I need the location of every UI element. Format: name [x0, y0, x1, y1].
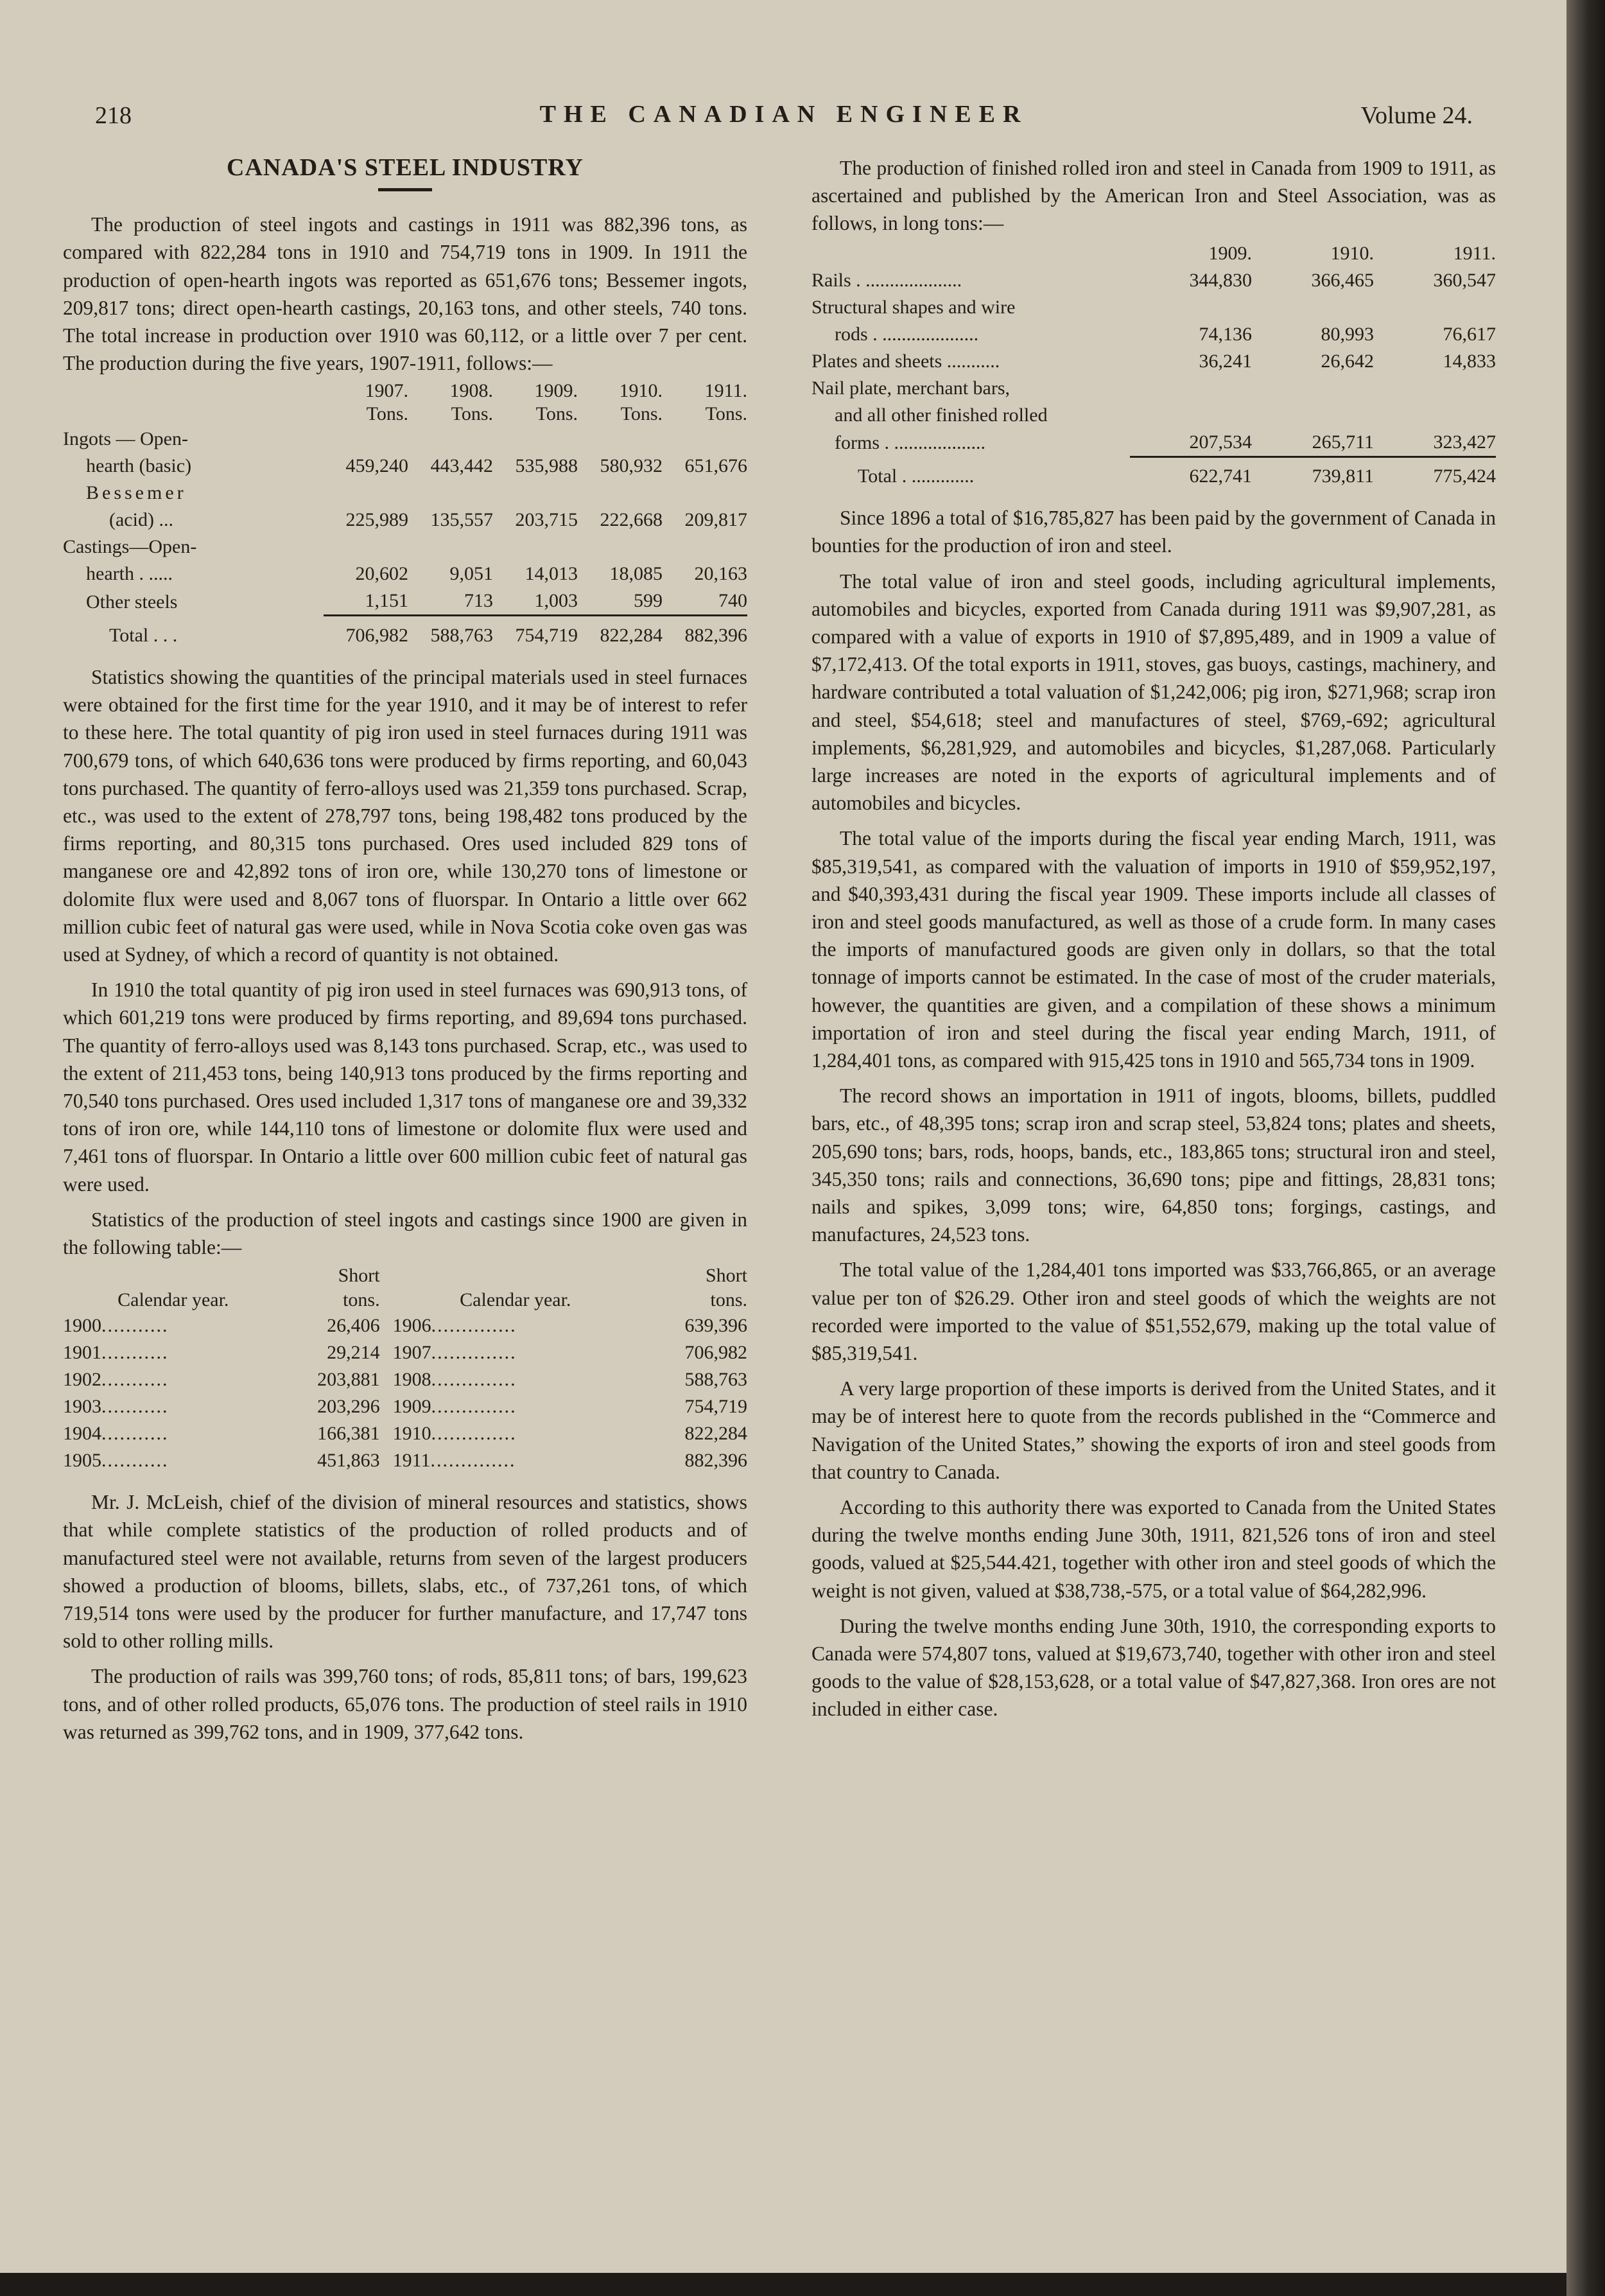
column-unit: Tons.: [535, 403, 578, 425]
table-cell: 822,284: [578, 616, 663, 649]
row-label: rods . ....................: [835, 323, 979, 345]
table-cell: 754,719: [684, 1396, 747, 1418]
table-header-row: [63, 1264, 747, 1288]
table-cell: 1,003: [534, 590, 578, 612]
paragraph: The total value of the 1,284,401 tons imported was $33,766,865, or an average value per ton of $26.29. Other iron and steel goods of which the weights are not recorded were imported to the value of $51,552,679, making up the total value of $85,319,541.: [811, 1258, 1496, 1364]
volume-label: Volume 24.: [1360, 102, 1473, 129]
table-cell: 588,763: [684, 1369, 747, 1391]
table-cell: 882,396: [663, 616, 747, 649]
column-header: 1911.: [704, 380, 747, 402]
paragraph: Mr. J. McLeish, chief of the division of mineral resources and statistics, shows that while complete statistics of the production of rolled products and of manufactured steel were not available, returns from seven of the largest producers showed a production of blooms, billets, slabs, etc., of 737,261 tons, of which 719,514 tons were used by the producer for further manufacture, and 17,747 tons sold to other rolling mills.: [63, 1491, 747, 1653]
table-cell: 822,284: [684, 1423, 747, 1445]
table-row: [811, 375, 1496, 402]
table-cell: 882,396: [684, 1450, 747, 1472]
paragraph: The production of rails was 399,760 tons; of rods, 85,811 tons; of bars, 199,623 tons, and of other rolled products, 65,076 tons. The production of steel rails in 1910 was returned as 399,762 tons, and in 1909, 377,642 tons.: [63, 1665, 747, 1743]
row-label: Total . .............: [858, 465, 975, 487]
table-cell: 639,396: [684, 1315, 747, 1337]
table-cell: 203,296: [317, 1396, 380, 1418]
page-header: [95, 95, 1473, 140]
table-cell: 535,988: [515, 455, 578, 477]
table-cell: 225,989: [345, 509, 408, 531]
year-cell: 1903: [63, 1396, 101, 1418]
table-cell: 588,763: [408, 616, 493, 649]
column-unit: tons.: [343, 1289, 380, 1311]
table-row: [63, 587, 747, 616]
journal-title: THE CANADIAN ENGINEER: [539, 101, 1028, 128]
column-unit: Tons.: [620, 403, 663, 425]
table-row: [811, 267, 1496, 294]
table-cell: 9,051: [449, 563, 493, 585]
row-label: Rails . ....................: [811, 269, 962, 291]
right-column: [811, 154, 1496, 1723]
row-label: Bessemer: [86, 482, 187, 504]
row-label: Other steels: [86, 591, 178, 613]
table-cell: 207,534: [1189, 431, 1252, 453]
row-label: Total . . .: [109, 624, 178, 646]
column-header: 1910.: [619, 380, 663, 402]
table-row: 1904........... 166,381 1910.............. 822,284: [63, 1420, 747, 1447]
year-cell: 1911: [392, 1450, 431, 1472]
table-cell: 20,163: [694, 563, 747, 585]
table-row: [63, 453, 747, 480]
table-cell: 459,240: [345, 455, 408, 477]
column-header: 1908.: [449, 380, 493, 402]
table-cell: 26,406: [327, 1315, 380, 1337]
column-header: 1909.: [1208, 242, 1252, 264]
table-cell: 18,085: [609, 563, 663, 585]
paragraph: In 1910 the total quantity of pig iron used in steel furnaces was 690,913 tons, of which 601,219 tons were produced by firms reporting, and 89,694 tons purchased. The quantity of ferro-alloys used was 8,143 tons purchased. Scrap, etc., was used to the extent of 211,453 tons, being 140,913 tons produced by the firms reporting and 70,540 tons purchased. Ores used included 1,317 tons of manganese ore and 39,332 tons of iron ore, while 144,110 tons of limestone or dolomite flux were used and 7,461 tons of fluorspar. In Ontario a little over 600 million cubic feet of natural gas were used.: [63, 978, 747, 1196]
paragraph: Since 1896 a total of $16,785,827 has been paid by the government of Canada in bounties for the production of iron and steel.: [811, 507, 1496, 557]
row-label: forms . ...................: [835, 432, 985, 454]
table-cell: 713: [464, 590, 493, 612]
paragraph: The production of steel ingots and castings in 1911 was 882,396 tons, as compared with 822,284 tons in 1910 and 754,719 tons in 1909. In 1911 the production of open-hearth ingots was reported as 651,676 tons; Bessemer ingots, 209,817 tons; direct open-hearth castings, 20,163 tons, and other steels, 740 tons. The total increase in production over 1910 was 60,112, or a little over 7 per cent. The production during the five years, 1907-1911, follows:—: [63, 213, 747, 375]
table-row: [63, 426, 747, 453]
table-cell: 344,830: [1189, 269, 1252, 291]
rolled-iron-steel-table: [811, 240, 1496, 491]
row-label: Castings—Open-: [63, 536, 197, 558]
column-unit: Tons.: [366, 403, 408, 425]
year-cell: 1901: [63, 1342, 101, 1364]
table-cell: 76,617: [1443, 323, 1496, 345]
table-cell: 754,719: [493, 616, 578, 649]
table-row: [63, 534, 747, 561]
year-cell: 1908: [392, 1369, 431, 1391]
paragraph: According to this authority there was exported to Canada from the United States during the twelve months ending June 30th, 1911, 821,526 tons of iron and steel goods, valued at $25,544.421, together with other iron and steel goods of which the weight is not given, valued at $38,738,-575, or a total value of $64,282,996.: [811, 1496, 1496, 1602]
table-cell: 14,833: [1443, 350, 1496, 372]
paragraph: Statistics showing the quantities of the principal materials used in steel furnaces were obtained for the first time for the year 1910, and it may be of interest to refer to these here. The total quantity of pig iron used in steel furnaces during 1911 was 700,679 tons, of which 640,636 tons were produced by firms reporting, and 60,043 tons purchased. The quantity of ferro-alloys used was 21,359 tons purchased. Scrap, etc., was used to the extent of 278,797 tons, being 198,482 tons produced by the firms reporting, and 80,315 tons purchased. Ores used included 829 tons of manganese ore and 42,892 tons of iron ore, while 130,270 tons of limestone or dolomite flux were used and 8,067 tons of fluorspar. In Ontario a little over 662 million cubic feet of natural gas were used, while in Nova Scotia coke oven gas was used at Sydney, of which a record of quantity is not obtained.: [63, 665, 747, 966]
paragraph: The production of finished rolled iron and steel in Canada from 1909 to 1911, as ascertained and published by the American Iron and Steel Association, was as follows, in long tons:—: [811, 157, 1496, 235]
page-number: 218: [95, 102, 132, 129]
page-edge-shadow: [1566, 0, 1605, 2296]
table-cell: 366,465: [1311, 269, 1374, 291]
row-label: and all other finished rolled: [835, 404, 1048, 426]
table-row: [63, 561, 747, 587]
column-header: 1909.: [534, 380, 578, 402]
table-cell: 740: [718, 590, 747, 612]
table-row: [811, 348, 1496, 375]
paragraph: During the twelve months ending June 30th, 1910, the corresponding exports to Canada were 574,807 tons, valued at $19,673,740, together with other iron and steel goods to the value of $28,153,628, or a total value of $47,827,368. Iron ores are not included in either case.: [811, 1614, 1496, 1721]
table-cell: 166,381: [317, 1423, 380, 1445]
table-cell: 265,711: [1312, 431, 1374, 453]
table-cell: 209,817: [684, 509, 747, 531]
row-label: Ingots — Open-: [63, 428, 188, 450]
table-total-row: [811, 457, 1496, 490]
paragraph: The total value of iron and steel goods, including agricultural implements, automobiles and bicycles, exported from Canada during 1911 was $9,907,281, as compared with a value of exports in 1910 of $7,895,489, and in 1909 a value of $7,172,413. Of the total exports in 1911, stoves, gas buoys, castings, machinery, and hardware contributed a total valuation of $1,242,006; pig iron, $271,968; scrap iron and steel, $54,618; steel and manufactures of steel, $769,-692; agricultural implements, $6,281,929, and automobiles and bicycles, $1,287,068. Particularly large increases are noted in the exports of agricultural implements and of automobiles and bicycles.: [811, 570, 1496, 815]
table-cell: 599: [634, 590, 663, 612]
table-row: [811, 402, 1496, 429]
year-cell: 1906: [392, 1315, 431, 1337]
table-row: 1903........... 203,296 1909.............. 754,719: [63, 1393, 747, 1420]
table-row: 1901........... 29,214 1907.............. 706,982: [63, 1339, 747, 1366]
paragraph: The record shows an importation in 1911 of ingots, blooms, billets, puddled bars, etc., of 48,395 tons; scrap iron and scrap steel, 53,824 tons; plates and sheets, 205,690 tons; bars, rods, hoops, bands, etc., 183,865 tons; structural iron and steel, 345,350 tons; rails and connections, 36,690 tons; pipe and fittings, 28,831 tons; nails and spikes, 3,099 tons; wire, 64,850 tons; forgings, castings, and manufactures, 24,523 tons.: [811, 1084, 1496, 1246]
left-column: [63, 154, 747, 1746]
table-total-row: [63, 616, 747, 649]
table-cell: 203,715: [515, 509, 578, 531]
table-cell: 451,863: [317, 1450, 380, 1472]
table-row: 1902........... 203,881 1908.............. 588,763: [63, 1366, 747, 1393]
table-header-row: [63, 1288, 747, 1312]
table-cell: 651,676: [684, 455, 747, 477]
table-row: [63, 507, 747, 534]
table-cell: 36,241: [1199, 350, 1252, 372]
year-cell: 1910: [392, 1423, 431, 1445]
table-cell: 739,811: [1252, 457, 1374, 490]
table-cell: 1,151: [365, 590, 408, 612]
table-cell: 74,136: [1199, 323, 1252, 345]
row-label: Nail plate, merchant bars,: [811, 377, 1011, 399]
column-header: 1910.: [1330, 242, 1374, 264]
table-cell: 360,547: [1433, 269, 1496, 291]
column-header: Calendar year.: [117, 1289, 229, 1311]
table-header-row: [63, 403, 747, 426]
table-cell: 80,993: [1321, 323, 1374, 345]
row-label: (acid) ...: [109, 509, 173, 531]
column-header: Short: [705, 1265, 747, 1287]
table-header-row: [63, 379, 747, 403]
table-cell: 26,642: [1321, 350, 1374, 372]
column-unit: Tons.: [451, 403, 493, 425]
column-header: Calendar year.: [460, 1289, 571, 1311]
table-row: [811, 294, 1496, 321]
table-cell: 20,602: [355, 563, 408, 585]
table-cell: 622,741: [1130, 457, 1252, 490]
table-row: [811, 321, 1496, 348]
year-cell: 1904: [63, 1423, 101, 1445]
table-cell: 135,557: [430, 509, 493, 531]
column-header: 1907.: [365, 380, 408, 402]
table-cell: 706,982: [324, 616, 408, 649]
table-cell: 580,932: [600, 455, 663, 477]
row-label: hearth (basic): [86, 455, 192, 477]
paragraph: Statistics of the production of steel ingots and castings since 1900 are given in the following table:—: [63, 1208, 747, 1258]
row-label: Structural shapes and wire: [811, 296, 1016, 318]
row-label: Plates and sheets ...........: [811, 350, 1000, 372]
paragraph: The total value of the imports during the fiscal year ending March, 1911, was $85,319,541, as compared with the valuation of imports in 1910 of $59,952,197, and $40,393,431 during the fiscal year 1909. These imports include all classes of iron and steel goods manufactured, as well as those of a crude form. In many cases the imports of manufactured goods are given only in dollars, so that the total tonnage of imports cannot be estimated. In the case of most of the cruder materials, however, the quantities are given, and a compilation of these shows a minimum importation of iron and steel during the fiscal year ending March, 1911, of 1,284,401 tons, as compared with 915,425 tons in 1910 and 565,734 tons in 1909.: [811, 827, 1496, 1072]
year-cell: 1905: [63, 1450, 101, 1472]
row-label: hearth . .....: [86, 563, 173, 585]
scan-bottom-border: [0, 2273, 1566, 2296]
column-header: 1911.: [1453, 242, 1496, 264]
table-cell: 443,442: [430, 455, 493, 477]
table-cell: 323,427: [1433, 431, 1496, 453]
table-row: [811, 429, 1496, 457]
year-cell: 1909: [392, 1396, 431, 1418]
article-title: CANADA'S STEEL INDUSTRY: [227, 154, 584, 181]
ingots-since-1900-table: [63, 1264, 747, 1474]
paragraph: A very large proportion of these imports is derived from the United States, and it may be of interest here to quote from the records published in the “Commerce and Navigation of the United States,” showing the exports of iron and steel goods from that country to Canada.: [811, 1377, 1496, 1483]
table-cell: 222,668: [600, 509, 663, 531]
year-cell: 1902: [63, 1369, 101, 1391]
year-cell: 1907: [392, 1342, 431, 1364]
table-row: 1905........... 451,863 1911.............. 882,396: [63, 1447, 747, 1474]
table-cell: 706,982: [684, 1342, 747, 1364]
table-cell: 14,013: [525, 563, 578, 585]
production-table: [63, 379, 747, 649]
year-cell: 1900: [63, 1315, 101, 1337]
column-header: Short: [338, 1265, 380, 1287]
column-unit: tons.: [710, 1289, 747, 1311]
table-cell: 29,214: [327, 1342, 380, 1364]
table-cell: 203,881: [317, 1369, 380, 1391]
table-header-row: [811, 240, 1496, 267]
column-unit: Tons.: [705, 403, 747, 425]
table-row: [63, 480, 747, 507]
title-rule: [378, 188, 432, 191]
table-cell: 775,424: [1374, 457, 1496, 490]
table-row: 1900........... 26,406 1906.............. 639,396: [63, 1312, 747, 1339]
